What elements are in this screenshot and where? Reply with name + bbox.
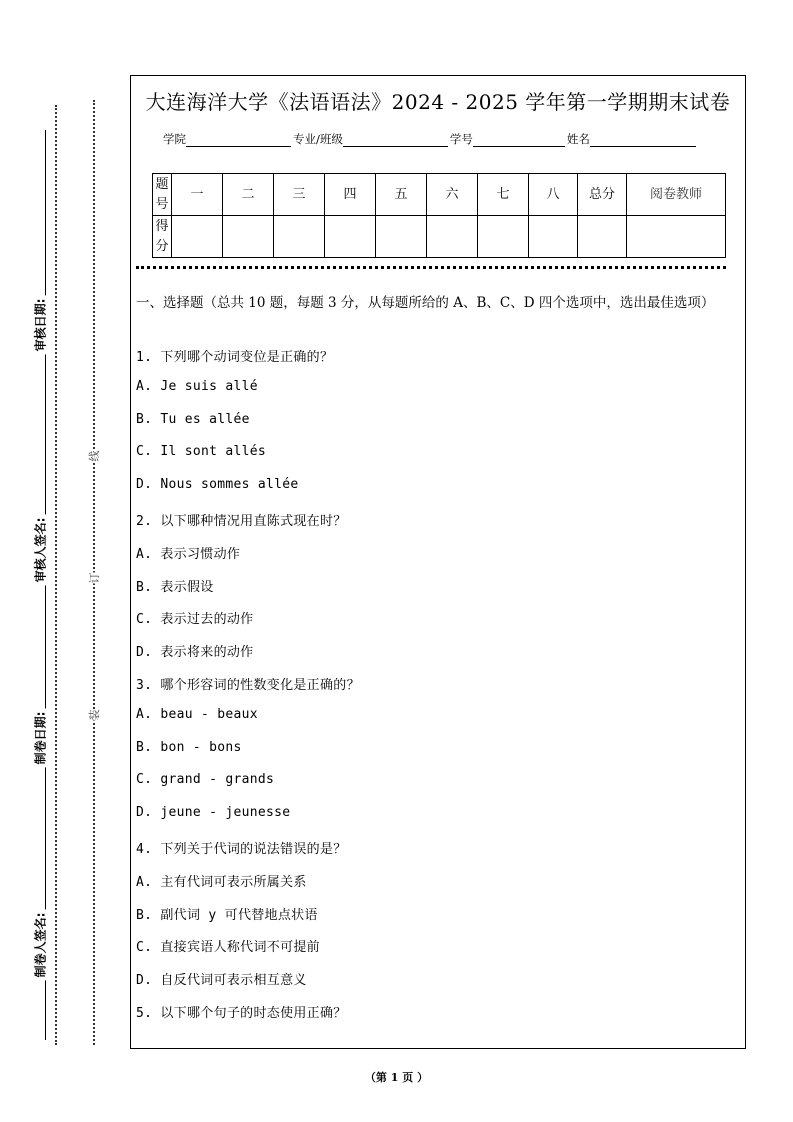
answer-option: C. Il sont allés — [136, 444, 267, 460]
score-cell[interactable] — [172, 216, 223, 258]
answer-option: B. 表示假设 — [136, 579, 214, 595]
name-label: 姓名 — [566, 132, 590, 146]
reviewer-signature-label: 审核人签名: — [32, 515, 49, 586]
answer-option: A. 主有代词可表示所属关系 — [136, 874, 307, 890]
score-header-cell: 阅卷教师 — [627, 174, 726, 216]
answer-option: B. 副代词 y 可代替地点状语 — [136, 907, 318, 923]
answer-option: B. Tu es allée — [136, 411, 250, 427]
major-field[interactable] — [343, 132, 448, 147]
answer-option: A. Je suis allé — [136, 378, 258, 394]
name-field[interactable] — [590, 132, 696, 147]
score-cell[interactable] — [627, 216, 726, 258]
answer-option: C. 表示过去的动作 — [136, 612, 254, 628]
college-label: 学院 — [163, 132, 186, 146]
page-number: （第 1 页 ） — [364, 1071, 429, 1084]
answer-option: D. 表示将来的动作 — [136, 645, 254, 661]
binding-mark-zhuang: 装 — [84, 710, 104, 721]
student-info — [163, 131, 698, 147]
question-stem: 4. 下列关于代词的说法错误的是？ — [136, 842, 347, 857]
score-header-cell: 总分 — [578, 174, 627, 216]
question-stem: 5. 以下哪个句子的时态使用正确？ — [136, 1006, 347, 1021]
score-cell[interactable] — [223, 216, 274, 258]
answer-option: D. 自反代词可表示相互意义 — [136, 973, 307, 989]
score-header-cell: 七 — [478, 174, 529, 216]
answer-option: A. beau - beaux — [136, 706, 258, 722]
score-cell[interactable] — [376, 216, 427, 258]
section-heading: 一、选择题（总共 10 题，每题 3 分，从每题所给的 A、B、C、D 四个选项中，选出最佳选项） — [136, 295, 715, 311]
exam-title: 大连海洋大学《法语语法》2024 - 2025 学年第一学期期末试卷 — [145, 90, 731, 114]
answer-option: D. jeune - jeunesse — [136, 805, 291, 821]
compiler-signature-label: 制卷人签名: — [32, 910, 49, 981]
compile-date-label: 制卷日期: — [32, 709, 49, 768]
major-label: 专业/班级 — [293, 132, 343, 146]
answer-option: C. 直接宾语人称代词不可提前 — [136, 940, 320, 956]
answer-option: C. grand - grands — [136, 772, 275, 788]
score-header-cell: 三 — [274, 174, 325, 216]
answer-option: B. bon - bons — [136, 739, 242, 755]
answer-option: A. 表示习惯动作 — [136, 546, 241, 562]
score-header-cell: 四 — [325, 174, 376, 216]
binding-mark-ding: 订 — [84, 573, 104, 584]
score-header-cell: 二 — [223, 174, 274, 216]
question-stem: 2. 以下哪种情况用直陈式现在时？ — [136, 514, 347, 529]
score-header-cell: 题号 — [153, 174, 172, 216]
student-id-field[interactable] — [473, 132, 565, 147]
score-cell[interactable] — [478, 216, 529, 258]
review-date-label: 审核日期: — [32, 296, 49, 355]
score-header-cell: 一 — [172, 174, 223, 216]
score-row-label: 得分 — [153, 216, 172, 258]
score-cell[interactable] — [274, 216, 325, 258]
score-cell[interactable] — [529, 216, 578, 258]
binding-dotted-line-outer — [55, 105, 57, 1045]
score-header-cell: 六 — [427, 174, 478, 216]
score-header-cell: 八 — [529, 174, 578, 216]
student-id-label: 学号 — [449, 132, 473, 146]
question-stem: 3. 哪个形容词的性数变化是正确的？ — [136, 678, 360, 693]
separator-dotted-line — [136, 266, 726, 269]
score-header-cell: 五 — [376, 174, 427, 216]
score-table — [152, 173, 726, 258]
college-field[interactable] — [186, 132, 291, 147]
question-stem: 1. 下列哪个动词变位是正确的？ — [136, 350, 334, 365]
binding-mark-xian: 线 — [84, 451, 104, 462]
score-cell[interactable] — [325, 216, 376, 258]
answer-option: D. Nous sommes allée — [136, 477, 299, 493]
score-cell[interactable] — [578, 216, 627, 258]
score-cell[interactable] — [427, 216, 478, 258]
